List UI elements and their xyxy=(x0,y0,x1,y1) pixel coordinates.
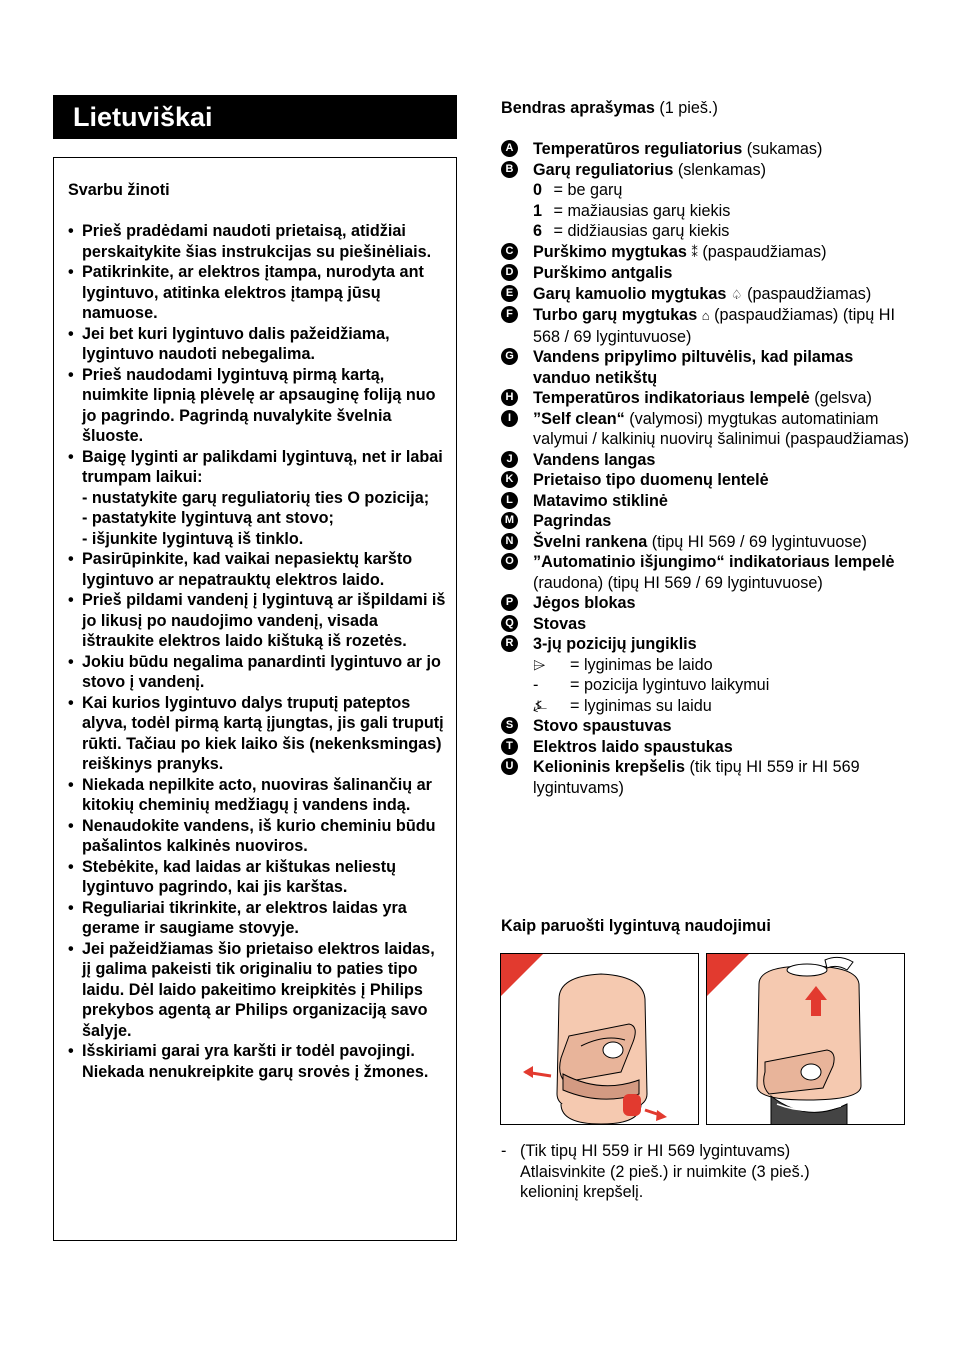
warning-text: - išjunkite lygintuvą iš tinklo. xyxy=(82,529,304,548)
part-description: (tik tipų HI 559 ir HI 569 lygintuvams) xyxy=(533,758,860,797)
note-dash: - xyxy=(501,1142,507,1160)
bullet-icon: • xyxy=(68,898,74,917)
bullet-icon: • xyxy=(68,939,74,958)
warning-item xyxy=(68,447,448,550)
setting-key: 1 xyxy=(533,201,543,220)
part-item-b xyxy=(501,160,911,242)
part-name: Garų reguliatorius xyxy=(533,160,674,179)
part-item-k xyxy=(501,470,911,491)
steam-setting xyxy=(533,180,911,201)
warning-item xyxy=(68,1041,448,1082)
warning-text: - nustatykite garų reguliatorių ties O pozicija; xyxy=(82,488,430,507)
part-name: ”Automatinio išjungimo“ indikatoriaus lempelė xyxy=(533,553,895,571)
part-letter-badge: G xyxy=(501,348,518,365)
switch-symbol-icon: ⍼ xyxy=(533,696,548,715)
part-letter-badge: A xyxy=(501,140,518,157)
bullet-icon: • xyxy=(68,693,74,712)
part-name: Vandens pripylimo piltuvėlis, kad pilamas vanduo netikštų xyxy=(533,348,854,387)
part-item-o xyxy=(501,552,911,593)
part-letter-badge: U xyxy=(501,758,518,775)
steam-setting xyxy=(533,201,911,222)
switch-symbol-icon: - xyxy=(533,676,539,694)
page-title: Lietuviškai xyxy=(53,95,457,139)
part-description: (slenkamas) xyxy=(677,160,766,179)
warning-text: Kai kurios lygintuvo dalys truputį pateptos alyva, todėl pirmą kartą įjungtas, jis gali truputį rūkti. Tačiau po kiek laiko šis (nekenksmingas) reiškinys pranyks. xyxy=(82,693,444,773)
part-item-d xyxy=(501,263,911,284)
part-description: (paspaudžiamas) xyxy=(702,242,827,261)
bullet-icon: • xyxy=(68,652,74,671)
part-item-p xyxy=(501,593,911,614)
switch-text: = lyginimas su laidu xyxy=(570,696,712,715)
part-button-icon: ⁑ xyxy=(691,244,698,260)
important-list xyxy=(68,221,448,1082)
part-letter-badge: O xyxy=(501,553,518,570)
part-name: Purškimo mygtukas xyxy=(533,242,687,261)
figure-2-unlock-case xyxy=(500,953,699,1125)
bullet-icon: • xyxy=(68,857,74,876)
part-item-g xyxy=(501,347,911,388)
warning-item xyxy=(68,549,448,590)
part-item-a xyxy=(501,139,911,160)
bullet-icon: • xyxy=(68,775,74,794)
part-item-q xyxy=(501,614,911,635)
warning-text: Išskiriami garai yra karšti ir todėl pavojingi. Niekada nenukreipkite garų srovės į žmones. xyxy=(82,1042,429,1081)
part-description: (paspaudžiamas) xyxy=(747,284,872,303)
part-item-s xyxy=(501,716,911,737)
warning-text: Pasirūpinkite, kad vaikai nepasiektų karšto lygintuvo ar nepatrauktų elektros laido. xyxy=(82,550,413,589)
part-name: Jėgos blokas xyxy=(533,594,636,612)
prepare-heading: Kaip paruošti lygintuvą naudojimui xyxy=(501,917,771,935)
switch-text: = pozicija lygintuvo laikymui xyxy=(570,676,770,694)
part-description: (raudona) (tipų HI 569 / 69 lygintuvuose) xyxy=(533,573,823,592)
part-name: Kelioninis krepšelis xyxy=(533,758,686,776)
bullet-icon: • xyxy=(68,591,74,609)
bullet-icon: • xyxy=(68,816,74,835)
part-item-h xyxy=(501,388,911,409)
warning-item xyxy=(68,939,448,1042)
switch-position xyxy=(533,696,911,717)
warning-item xyxy=(68,775,448,816)
part-description: (paspaudžiamas) (tipų HI 568 / 69 lygintuvuose) xyxy=(533,306,895,346)
switch-position xyxy=(533,675,911,696)
part-letter-badge: K xyxy=(501,471,518,488)
part-letter-badge: H xyxy=(501,389,518,406)
part-letter-badge: J xyxy=(501,451,518,468)
warning-text: Jei pažeidžiamas šio prietaiso elektros laidas, jį galima pakeisti tik originaliu to paties tipo laidu. Dėl laido pakeitimo kreipkitės į Philips prekybos agentą ar Philips organizaciją savo šalyje. xyxy=(82,939,435,1040)
part-item-r xyxy=(501,634,911,716)
general-heading: Bendras aprašymas (1 pieš.) xyxy=(501,99,718,117)
warning-item xyxy=(68,898,448,939)
part-item-u xyxy=(501,757,911,798)
warning-text: Prieš naudodami lygintuvą pirmą kartą, nuimkite lipnią plėvelę ar apsauginę foliją nuo jo pagrindo. Pagrindą nuvalykite švelnia šluoste. xyxy=(82,365,436,445)
switch-text: = lyginimas be laido xyxy=(570,655,713,674)
part-name: Švelni rankena xyxy=(533,532,648,551)
bullet-icon: • xyxy=(68,447,74,466)
switch-position xyxy=(533,655,911,676)
bullet-icon: • xyxy=(68,365,74,384)
figure-3-remove-case xyxy=(706,953,905,1125)
warning-item xyxy=(68,652,448,693)
part-name: Elektros laido spaustukas xyxy=(533,737,733,756)
part-name: Temperatūros reguliatorius xyxy=(533,140,743,158)
warning-text: Prieš pradėdami naudoti prietaisą, atidžiai perskaitykite šias instrukcijas su piešinėliais. xyxy=(82,222,432,261)
part-letter-badge: C xyxy=(501,243,518,260)
part-item-c xyxy=(501,242,911,264)
setting-text: = be garų xyxy=(549,181,623,199)
part-name: Matavimo stiklinė xyxy=(533,491,668,510)
part-letter-badge: T xyxy=(501,738,518,755)
part-name: Pagrindas xyxy=(533,512,612,530)
part-name: ”Self clean“ xyxy=(533,409,625,428)
part-letter-badge: D xyxy=(501,264,518,281)
warning-item xyxy=(68,262,448,324)
bullet-icon: • xyxy=(68,550,74,568)
prepare-note-text: (Tik tipų HI 559 ir HI 569 lygintuvams) Atlaisvinkite (2 pieš.) ir nuimkite (3 pieš.) kelioninį krepšelį. xyxy=(520,1142,810,1201)
warning-item xyxy=(68,693,448,775)
part-letter-badge: L xyxy=(501,492,518,509)
part-item-l xyxy=(501,491,911,512)
part-item-m xyxy=(501,511,911,532)
bullet-icon: • xyxy=(68,263,74,281)
warning-item xyxy=(68,365,448,447)
important-heading: Svarbu žinoti xyxy=(68,181,170,199)
steam-setting xyxy=(533,221,911,242)
warning-text: Nenaudokite vandens, iš kurio cheminiu būdu pašalintos kalkinės nuoviros. xyxy=(82,816,436,855)
part-button-icon: ⌂ xyxy=(701,308,710,323)
part-letter-badge: E xyxy=(501,285,518,302)
warning-text: Reguliariai tikrinkite, ar elektros laidas yra gerame ir saugiame stovyje. xyxy=(82,898,407,937)
part-letter-badge: M xyxy=(501,512,518,529)
part-letter-badge: P xyxy=(501,594,518,611)
warning-text: Jokiu būdu negalima panardinti lygintuvo ar jo stovo į vandenį. xyxy=(82,652,441,691)
setting-text: = didžiausias garų kiekis xyxy=(549,222,730,240)
parts-list xyxy=(501,139,911,798)
warning-item xyxy=(68,590,448,652)
part-description: (valymosi) mygtukas automatiniam valymui / kalkinių nuovirų šalinimui (paspaudžiamas) xyxy=(533,409,910,448)
warning-text: - pastatykite lygintuvą ant stovo; xyxy=(82,509,334,527)
warning-text: Baigę lyginti ar palikdami lygintuvą, net ir labai trumpam laikui: xyxy=(82,447,443,486)
part-letter-badge: F xyxy=(501,306,518,323)
part-description: (sukamas) xyxy=(746,140,823,158)
part-description: (gelsva) xyxy=(814,389,872,407)
warning-text: Stebėkite, kad laidas ar kištukas neliestų lygintuvo pagrindo, kai jis karštas. xyxy=(82,857,397,896)
warning-text: Prieš pildami vandenį į lygintuvą ar išpildami iš jo likusį po naudojimo vandenį, visada ištraukite elektros laido kištuką iš rozetės. xyxy=(82,591,446,650)
part-button-icon: ♤ xyxy=(730,286,743,302)
part-letter-badge: B xyxy=(501,161,518,178)
prepare-note xyxy=(501,1141,861,1203)
bullet-icon: • xyxy=(68,324,74,343)
part-name: Stovo spaustuvas xyxy=(533,717,672,735)
part-item-j xyxy=(501,450,911,471)
part-name: Purškimo antgalis xyxy=(533,264,673,282)
part-letter-badge: R xyxy=(501,635,518,652)
setting-key: 6 xyxy=(533,222,543,240)
part-letter-badge: Q xyxy=(501,615,518,632)
part-letter-badge: I xyxy=(501,410,518,427)
warning-text: Patikrinkite, ar elektros įtampa, nurodyta ant lygintuvo, atitinka elektros įtampą jūsų namuose. xyxy=(82,263,424,322)
part-name: Prietaiso tipo duomenų lentelė xyxy=(533,471,769,489)
part-item-f xyxy=(501,305,911,347)
bullet-icon: • xyxy=(68,222,74,240)
setting-text: = mažiausias garų kiekis xyxy=(549,201,731,220)
warning-text: Jei bet kuri lygintuvo dalis pažeidžiama, lygintuvo naudoti nebegalima. xyxy=(82,324,390,363)
part-item-t xyxy=(501,737,911,758)
part-item-i xyxy=(501,409,911,450)
part-name: Vandens langas xyxy=(533,450,656,469)
part-item-n xyxy=(501,532,911,553)
warning-item xyxy=(68,324,448,365)
part-letter-badge: S xyxy=(501,717,518,734)
warning-item xyxy=(68,816,448,857)
warning-item xyxy=(68,221,448,262)
part-name: Stovas xyxy=(533,614,587,633)
setting-key: 0 xyxy=(533,181,543,199)
warning-text: Niekada nepilkite acto, nuoviras šalinančių ar kitokių cheminių medžiagų į vandens indą. xyxy=(82,775,432,814)
part-description: (tipų HI 569 / 69 lygintuvuose) xyxy=(651,532,867,551)
part-name: 3-jų pozicijų jungiklis xyxy=(533,635,697,653)
part-name: Garų kamuolio mygtukas xyxy=(533,284,727,303)
part-item-e xyxy=(501,284,911,306)
part-name: Turbo garų mygtukas xyxy=(533,306,698,324)
switch-symbol-icon: ⌲ xyxy=(533,655,546,674)
bullet-icon: • xyxy=(68,1042,74,1060)
part-name: Temperatūros indikatoriaus lempelė xyxy=(533,389,810,407)
warning-item xyxy=(68,857,448,898)
part-letter-badge: N xyxy=(501,533,518,550)
